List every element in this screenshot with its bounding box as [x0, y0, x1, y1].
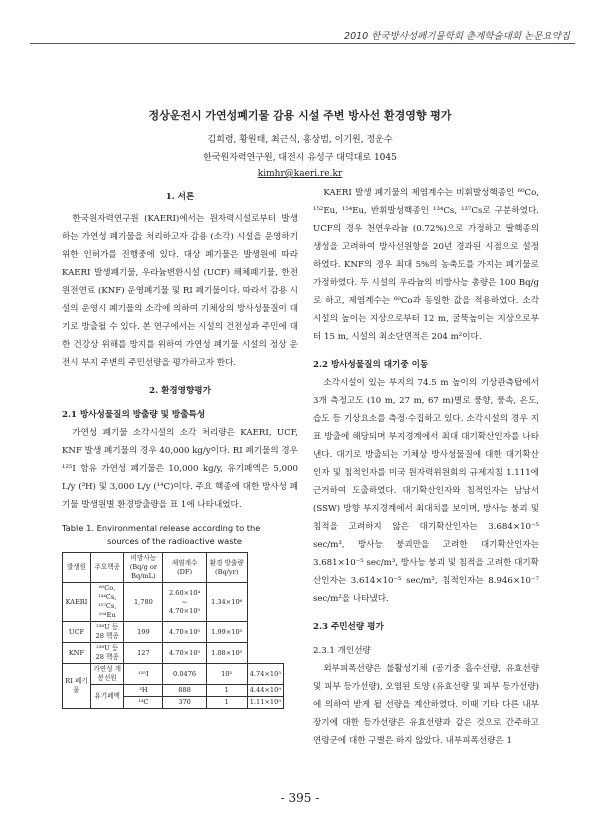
table-cell: 10²: [206, 664, 247, 685]
subsection-heading-transport: 2.2 방사성물질의 대기중 이동: [313, 360, 429, 370]
table-cell: RI 폐기물: [63, 664, 91, 709]
journal-header: 2010 한국방사성폐기물학회 춘계학술대회 논문요약집: [344, 31, 570, 42]
authors: 김희령, 황원태, 최근식, 홍상범, 이기원, 정운수: [207, 135, 393, 145]
table-cell: 0.0476: [163, 664, 206, 685]
table-cell: 1: [206, 685, 247, 697]
table-cell: 370: [163, 697, 206, 709]
table-cell: 4.70×10⁵: [163, 643, 206, 664]
table-row: [63, 685, 284, 697]
table-row: [63, 643, 284, 664]
table-header-cell: 비방사능 (Bq/g or Bq/mL): [124, 553, 163, 583]
table-cell: 1: [206, 697, 247, 709]
subsection-heading-dose: 2.3 주민선량 평가: [313, 622, 384, 632]
table-cell: 가연성 개봉선원: [90, 664, 123, 685]
table-cell: 1.34×10⁶: [206, 583, 247, 622]
table-header-cell: 주요핵종: [90, 553, 123, 583]
table-cell: 4.74×10³: [247, 664, 283, 685]
intro-paragraph: 한국원자력연구원 (KAERI)에서는 원자력시설로부터 발생하는 가연성 폐기물을 처리하고자 감용 (소각) 시설을 운영하기 위한 인허가를 진행중에 있다. 대상 폐기물은 발생원에 따라 KAERI 발생폐기물, 우라늄변환시설 (UCF) 해체폐기물, 한전원전연료 (KNF) 운영폐기물 및 RI 폐기물이다. 따라서 감용 시설의 운영시 폐기물의 소각에 의하여 기체상의 방사성물질이 대기로 방출될 수 있다. 본 연구에서는 시설의 건전성과 주민에 대한 건강상 위해를 방지를 위하여 가연성 폐기물 시설의 정상 운전시 부지 주변의 주민선량을 평가하고자 한다.: [62, 214, 298, 368]
table-cell: 1.08×10⁵: [206, 643, 247, 664]
table-cell: ²³⁸U 등 28 핵종: [90, 622, 123, 643]
table-cell: 유기폐액: [90, 685, 123, 709]
table-row: [63, 583, 284, 622]
table-header-cell: 환경 방출량 (Bq/yr): [206, 553, 247, 583]
header-divider: [30, 43, 575, 44]
table-cell: UCF: [63, 622, 91, 643]
table-cell: 4.70×10⁵: [163, 622, 206, 643]
table-cell: ²³⁸U 등 28 핵종: [90, 643, 123, 664]
table-header-cell: 제염계수 (DF): [163, 553, 206, 583]
table-cell: 888: [163, 685, 206, 697]
table-header-cell: 발생원: [63, 553, 91, 583]
table-cell: ³H: [124, 685, 163, 697]
release-paragraph: 가연성 폐기물 소각시설의 소각 처리량은 KAERI, UCF, KNF 발생 폐기물의 경우 40,000 kg/y이다. RI 폐기물의 경우 ¹²⁵I 함유 가연성 폐기물은 10,000 kg/y, 유기폐액은 5,000 L/y (³H) 및 3,000 L/y (¹⁴C)이다. 주요 핵종에 대한 방사성 폐기물 발생원별 환경방출량을 표 1에 나타내었다.: [62, 428, 298, 510]
page-number: - 395 -: [280, 791, 320, 805]
table-cell: ⁶⁰Co, ¹³⁴Cs, ¹³⁷Cs, ¹⁵⁴Eu: [90, 583, 123, 622]
section-heading-env: 2. 환경영향평가: [149, 386, 211, 396]
paper-title: 정상운전시 가연성폐기물 감용 시설 주변 방사선 환경영향 평가: [148, 109, 452, 122]
transport-paragraph: 소각시설이 있는 부지의 74.5 m 높이의 기상관측탑에서 3개 측정고도 (10 m, 27 m, 67 m)별로 풍향, 풍속, 온도, 습도 등 기상요소를 측정·수집하고 있다. 소각시설의 경우 지표 방출에 해당되며 부지경계에서 최대 대기확산인자를 나타낸다. 대기로 방출되는 기체상 방사성물질에 대한 대기확산인자 및 침적인자를 미국 원자력위원회의 규제지침 1.111에 근거하여 도출하였다. 대기확산인자와 침적인자는 남남서 (SSW) 방향 부지경계에서 최대치를 보이며, 방사능 붕괴 및 침적을 고려하지 않은 대기확산인자는 3.684×10⁻⁵ sec/m³, 방사능 붕괴만을 고려한 대기확산인자는 3.681×10⁻⁵ sec/m³, 방사능 붕괴 및 침적을 고려한 대기확산인자는 3.614×10⁻⁵ sec/m³, 침적인자는 8.946×10⁻⁷ sec/m²을 나타냈다.: [313, 378, 539, 604]
section-heading-intro: 1. 서론: [165, 192, 195, 202]
table-cell: KNF: [63, 643, 91, 664]
table-caption: [62, 522, 298, 548]
table-cell: 4.44×10⁹: [247, 685, 283, 697]
right-column: [313, 184, 539, 750]
table-row: [63, 622, 284, 643]
release-table: [62, 552, 284, 709]
table-caption-line1: Table 1. Environmental release according to the: [62, 523, 261, 533]
table-cell: 2.60×10⁴ ~ 4.70×10⁵: [163, 583, 206, 622]
table-header-row: [63, 553, 284, 583]
table-row: [63, 664, 284, 685]
table-cell: ¹⁴C: [124, 697, 163, 709]
table-cell: KAERI: [63, 583, 91, 622]
left-column: [62, 184, 298, 709]
subsection-heading-individual: 2.3.1 개인선량: [313, 646, 371, 656]
table-cell: 1,780: [124, 583, 163, 622]
dose-paragraph: 외부피폭선량은 불활성기체 (공기중 흡수선량, 유효선량 및 피부 등가선량), 오염된 토양 (유효선량 및 피부 등가선량)에 의하여 받게 될 선량을 계산하였다. 이때 기타 다른 내부 장기에 대한 등가선량은 유효선량과 같은 것으로 간주하고 연령군에 대한 구별은 하지 않았다. 내부피폭선량은 1: [313, 664, 539, 746]
table-cell: 199: [124, 622, 163, 643]
email-link[interactable]: kimhr@kaeri.re.kr: [257, 169, 343, 179]
table-cell: 1.99×10⁵: [206, 622, 247, 643]
table-caption-line2: sources of the radioactive waste: [107, 536, 242, 546]
table-cell: 1.11×10⁹: [247, 697, 283, 709]
table-cell: 127: [124, 643, 163, 664]
affiliation: 한국원자력연구원, 대전시 유성구 대덕대로 1045: [203, 153, 397, 163]
subsection-heading-release: 2.1 방사성물질의 방출량 및 방출특성: [62, 410, 206, 420]
table-cell: ¹²⁵I: [124, 664, 163, 685]
df-paragraph: KAERI 발생 폐기물의 제염계수는 비휘발성핵종인 ⁶⁰Co, ¹⁵²Eu, ¹⁵⁴Eu, 반휘발성핵종인 ¹³⁴Cs, ¹³⁷Cs로 구분하였다. UCF의 경우 천연우라늄 (0.72%)으로 가정하고 딸핵종의 생성을 고려하여 방사선원항을 20년 경과된 시점으로 설정하였다. KNF의 경우 최대 5%의 농축도를 가지는 폐기물로 가정하였다. 두 시설의 우라늄의 비방사능 총량은 100 Bq/g로 하고, 제염계수는 ⁶⁰Co과 동일한 값을 적용하였다. 소각 시설의 높이는 지상으로부터 12 m, 굴뚝높이는 지상으로부터 15 m, 시설의 최소단면적은 204 m²이다.: [313, 188, 539, 342]
